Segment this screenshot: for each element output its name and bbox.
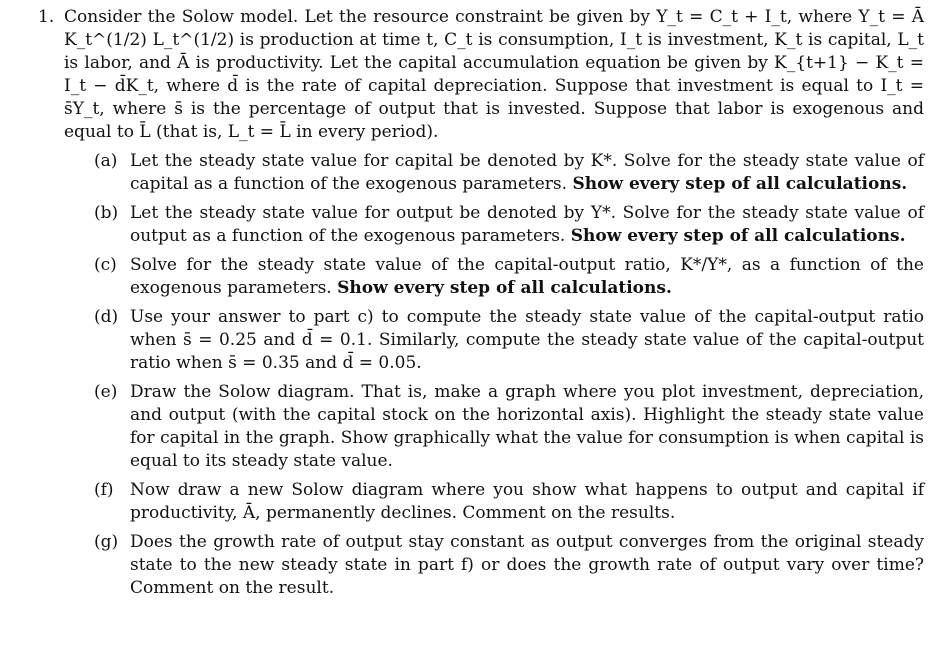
part-body <box>130 479 924 525</box>
part-body <box>130 150 924 196</box>
part-g <box>94 531 924 600</box>
part-text: Solve for the steady state value of the capital-output ratio, K*/Y*, as a function of the exogenous parameters. <box>130 255 924 298</box>
part-emphasis: Show every step of all calculations. <box>337 278 672 298</box>
part-body <box>130 381 924 473</box>
problem-1 <box>38 6 924 606</box>
part-emphasis: Show every step of all calculations. <box>572 174 908 194</box>
part-label: (a) <box>94 151 118 171</box>
part-body <box>130 306 924 375</box>
part-a <box>94 150 924 196</box>
part-c <box>94 254 924 300</box>
part-label: (f) <box>94 480 114 500</box>
problem-intro: Consider the Solow model. Let the resource constraint be given by Y_t = C_t + I_t, where Y_t = Ā K_t^(1/2) L_t^(1/2) is production at time t, C_t is consumption, I_t is investment, K_t is capital, L_t is labor, and Ā is productivity. Let the capital accumulation equation be given by K_{t+1} − K_t = I_t − d̄K_t, where d̄ is the rate of capital depreciation. Suppose that investment is equal to I_t = s̄Y_t, where s̄ is the percentage of output that is invested. Suppose that labor is exogenous and equal to L̄ (that is, L_t = L̄ in every period). <box>64 7 924 142</box>
part-label: (g) <box>94 532 119 552</box>
part-emphasis: Show every step of all calculations. <box>570 226 906 246</box>
part-body <box>130 531 924 600</box>
part-text: Does the growth rate of output stay constant as output converges from the original steady state to the new steady state in part f) or does the growth rate of output vary over time? Comment on the result. <box>130 532 924 598</box>
part-label: (d) <box>94 307 119 327</box>
problem-body <box>64 6 924 606</box>
part-label: (e) <box>94 382 118 402</box>
part-e <box>94 381 924 473</box>
problem-number: 1. <box>38 7 55 27</box>
part-text: Now draw a new Solow diagram where you show what happens to output and capital if productivity, Ā, permanently declines. Comment on the results. <box>130 480 924 523</box>
part-text: Let the steady state value for capital be denoted by K*. Solve for the steady state value of capital as a function of the exogenous parameters. <box>130 151 924 194</box>
part-b <box>94 202 924 248</box>
part-text: Draw the Solow diagram. That is, make a graph where you plot investment, depreciation, and output (with the capital stock on the horizontal axis). Highlight the steady state value for capital in the graph. Show graphically what the value for consumption is when capital is equal to its steady state value. <box>130 382 924 471</box>
parts-list <box>64 150 924 600</box>
part-body <box>130 254 924 300</box>
part-body <box>130 202 924 248</box>
part-text: Let the steady state value for output be denoted by Y*. Solve for the steady state value of output as a function of the exogenous parameters. <box>130 203 924 246</box>
part-text: Use your answer to part c) to compute the steady state value of the capital-output ratio when s̄ = 0.25 and d̄ = 0.1. Similarly, compute the steady state value of the capital-output ratio when s̄ = 0.35 and d̄ = 0.05. <box>130 307 924 373</box>
part-label: (b) <box>94 203 119 223</box>
part-d <box>94 306 924 375</box>
part-f <box>94 479 924 525</box>
part-label: (c) <box>94 255 117 275</box>
